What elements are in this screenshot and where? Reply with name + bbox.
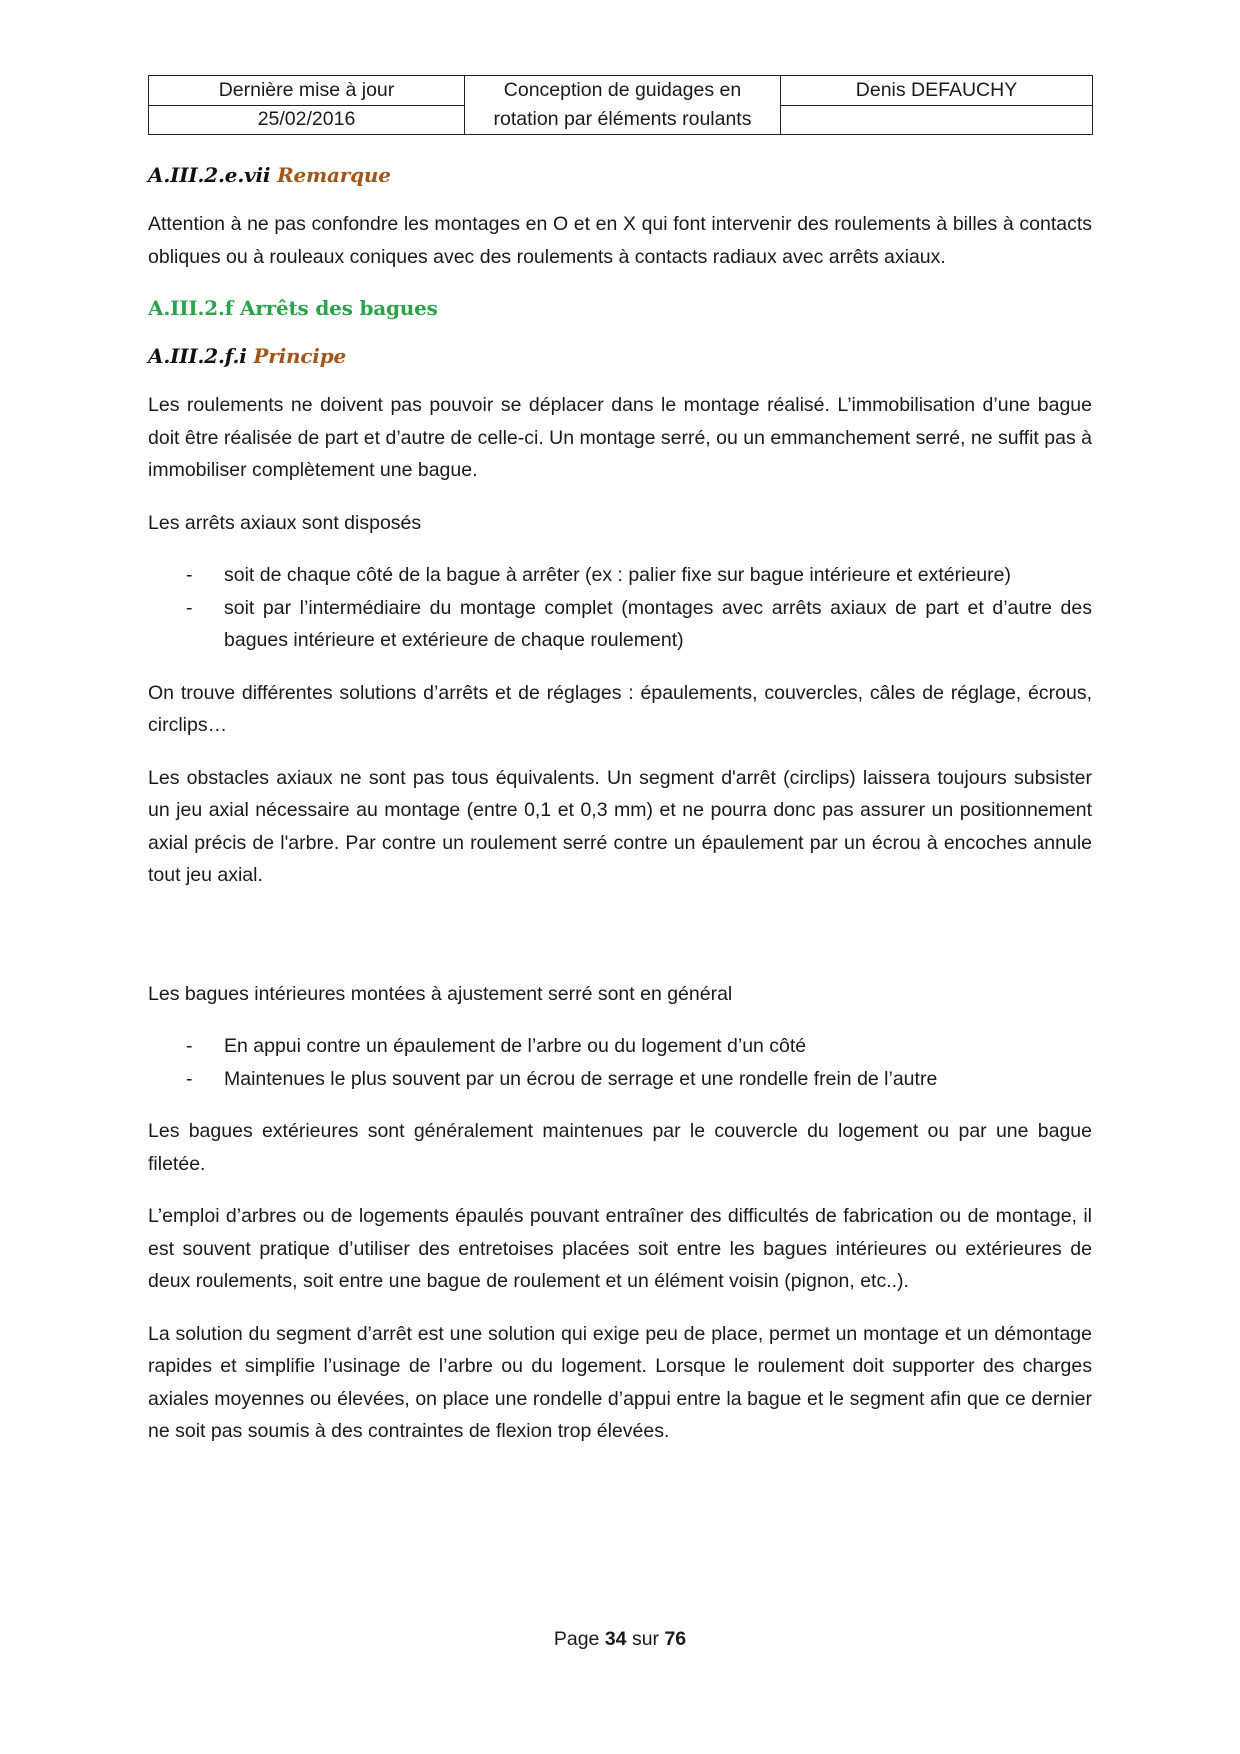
heading-principe-number: A.III.2.f.i bbox=[148, 344, 247, 368]
list-bagues-interieures bbox=[148, 1030, 1092, 1095]
list-item-text: En appui contre un épaulement de l’arbre ou du logement d’un côté bbox=[224, 1035, 807, 1057]
list-item bbox=[148, 559, 1092, 592]
list-arrets-axiaux bbox=[148, 559, 1092, 657]
paragraph-bagues-interieures-intro: Les bagues intérieures montées à ajustement serré sont en général bbox=[148, 982, 733, 1005]
heading-arrets-des-bagues: A.III.2.f Arrêts des bagues bbox=[148, 296, 438, 320]
list-item bbox=[148, 1063, 1092, 1096]
of-label: sur bbox=[631, 1628, 660, 1650]
heading-remarque-title: Remarque bbox=[277, 163, 391, 187]
paragraph-immobilisation: Les roulements ne doivent pas pouvoir se déplacer dans le montage réalisé. L’immobilisation d’une bague doit être réalisée de part et d’autre de celle-ci. Un montage serré, ou un emmanchement serré, ne suffit pas à immobiliser complètement une bague. bbox=[148, 394, 1092, 481]
heading-principe-title: Principe bbox=[253, 344, 347, 368]
heading-principe bbox=[148, 341, 1092, 371]
document-title-line1: Conception de guidages en bbox=[503, 79, 742, 101]
list-item-text: Maintenues le plus souvent par un écrou de serrage et une rondelle frein de l’autre bbox=[224, 1067, 938, 1090]
dash-bullet: - bbox=[186, 564, 193, 586]
dash-bullet: - bbox=[186, 1067, 193, 1090]
paragraph-solutions: On trouve différentes solutions d’arrêts et de réglages : épaulements, couvercles, câles de réglage, écrous, circlips… bbox=[148, 681, 1092, 736]
page-footer bbox=[0, 1628, 1240, 1651]
list-item bbox=[148, 1030, 1092, 1063]
header-table bbox=[148, 75, 1093, 135]
last-update-date: 25/02/2016 bbox=[149, 105, 465, 135]
list-item-text: soit de chaque côté de la bague à arrêter (ex : palier fixe sur bague intérieure et extérieure) bbox=[224, 564, 1011, 586]
last-update-label: Dernière mise à jour bbox=[149, 76, 465, 106]
empty-cell bbox=[781, 105, 1093, 135]
document-title-line2: rotation par éléments roulants bbox=[493, 108, 752, 130]
paragraph-segment-arret: La solution du segment d’arrêt est une solution qui exige peu de place, permet un montage et un démontage rapides et simplifie l’usinage de l’arbre ou du logement. Lorsque le roulement doit supporter des charges axiales moyennes ou élevées, on place une rondelle d’appui entre la bague et le segment afin que ce dernier ne soit pas soumis à des contraintes de flexion trop élevées. bbox=[148, 1322, 1092, 1442]
page-label: Page bbox=[553, 1628, 600, 1650]
paragraph-obstacles: Les obstacles axiaux ne sont pas tous équivalents. Un segment d'arrêt (circlips) laissera toujours subsister un jeu axial nécessaire au montage (entre 0,1 et 0,3 mm) et ne pourra donc pas assurer un positionnement axial précis de l'arbre. Par contre un roulement serré contre un épaulement par un écrou à encoches annule tout jeu axial. bbox=[148, 766, 1092, 886]
paragraph-remarque: Attention à ne pas confondre les montages en O et en X qui font intervenir des roulements à billes à contacts obliques ou à rouleaux coniques avec des roulements à contacts radiaux avec arrêts axiaux. bbox=[148, 213, 1092, 268]
paragraph-bagues-exterieures: Les bagues extérieures sont généralement maintenues par le couvercle du logement ou par une bague filetée. bbox=[148, 1120, 1092, 1175]
paragraph-arrets-axiaux-intro: Les arrêts axiaux sont disposés bbox=[148, 511, 422, 534]
blank-space bbox=[148, 912, 1092, 978]
list-item-text: soit par l’intermédiaire du montage complet (montages avec arrêts axiaux de part et d’autre des bagues intérieure et extérieure de chaque roulement) bbox=[224, 596, 1092, 651]
list-item bbox=[148, 592, 1092, 657]
document-title bbox=[465, 76, 781, 135]
page-number: 34 bbox=[604, 1628, 627, 1650]
dash-bullet: - bbox=[186, 1035, 193, 1057]
total-pages: 76 bbox=[664, 1628, 687, 1650]
paragraph-entretoises: L’emploi d’arbres ou de logements épaulés pouvant entraîner des difficultés de fabrication ou de montage, il est souvent pratique d’utiliser des entretoises placées soit entre les bagues intérieures ou extérieures de deux roulements, soit entre une bague de roulement et un élément voisin (pignon, etc..). bbox=[148, 1205, 1092, 1292]
heading-remarque bbox=[148, 160, 1092, 190]
heading-remarque-number: A.III.2.e.vii bbox=[148, 163, 271, 187]
author-name: Denis DEFAUCHY bbox=[781, 76, 1093, 106]
dash-bullet: - bbox=[186, 596, 193, 619]
document-body bbox=[148, 160, 1092, 1468]
